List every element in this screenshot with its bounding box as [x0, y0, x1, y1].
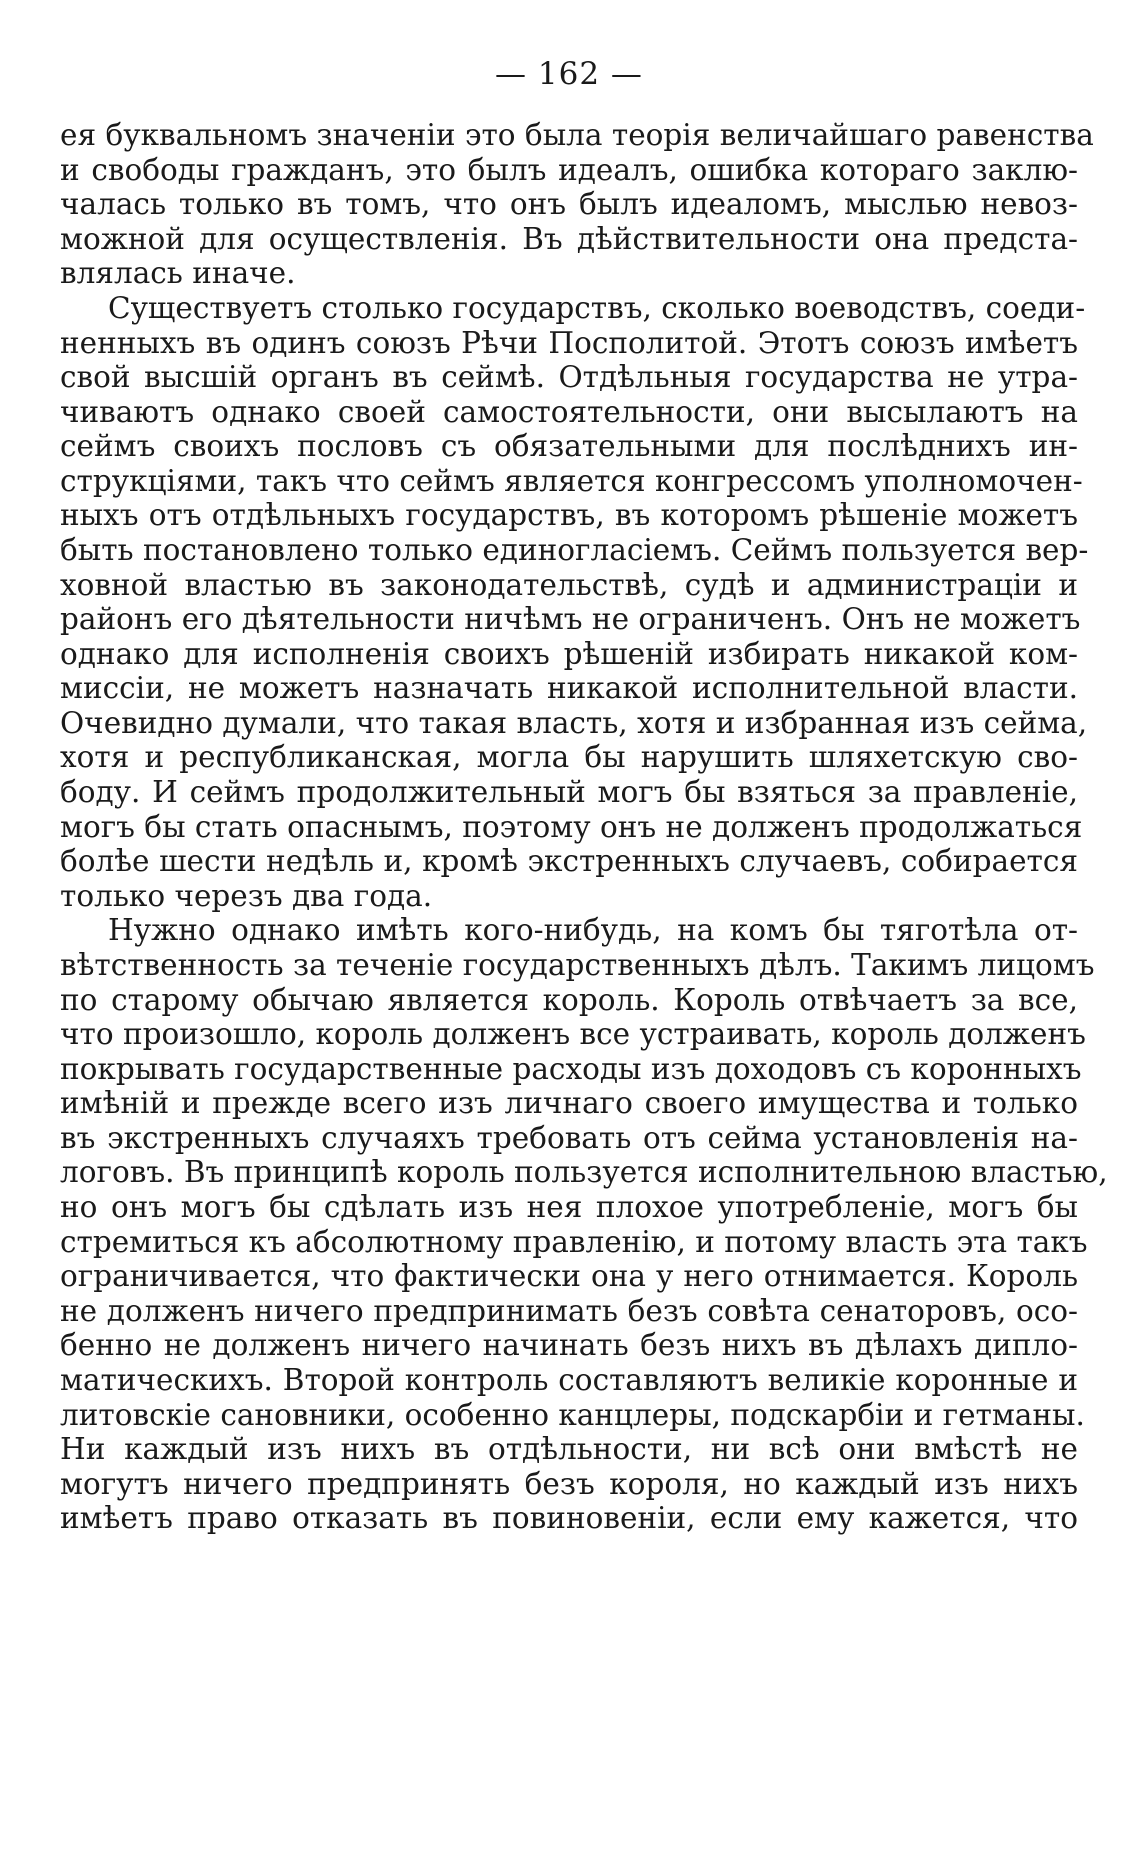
text-line: и свободы гражданъ, это былъ идеалъ, ошибка котораго заклю- — [60, 152, 1078, 187]
text-line: логовъ. Въ принципѣ король пользуется исполнительною властью, — [60, 1155, 1108, 1190]
page-number: — 162 — — [495, 56, 643, 92]
text-line: Ни каждый изъ нихъ въ отдѣльности, ни всѣ они вмѣстѣ не — [60, 1432, 1078, 1466]
text-line: стремиться къ абсолютному правленію, и потому власть эта такъ — [60, 1224, 1088, 1259]
text-line: имѣетъ право отказать въ повиновеніи, если ему кажется, что — [60, 1501, 1078, 1536]
text-line: однако для исполненія своихъ рѣшеній избирать никакой ком- — [60, 636, 1078, 671]
text-line: ховной властью въ законодательствѣ, судѣ и администраціи и — [60, 567, 1078, 602]
text-line: болѣе шести недѣль и, кромѣ экстренныхъ случаевъ, собирается — [60, 844, 1078, 879]
text-line: влялась иначе. — [60, 256, 296, 291]
text-line: быть постановлено только единогласіемъ. Сеймъ пользуется вер- — [60, 533, 1089, 567]
text-line: что произошло, король долженъ все устраивать, король долженъ — [60, 1017, 1086, 1052]
text-line: чалась только въ томъ, что онъ былъ идеаломъ, мыслью невоз- — [60, 187, 1078, 222]
text-line: вѣтственность за теченіе государственныхъ дѣлъ. Такимъ лицомъ — [60, 947, 1095, 982]
book-page — [60, 0, 1108, 1867]
text-line: струкціями, такъ что сеймъ является конгрессомъ уполномочен- — [60, 463, 1083, 498]
text-line: районъ его дѣятельности ничѣмъ не ограниченъ. Онъ не можетъ — [60, 602, 1081, 637]
text-line: свой высшій органъ въ сеймѣ. Отдѣльныя государства не утра- — [60, 360, 1078, 395]
paragraph-first-line: Нужно однако имѣть кого-нибудь, на комъ бы тяготѣла от- — [108, 913, 1078, 948]
text-line: можной для осуществленія. Въ дѣйствительности она предста- — [60, 221, 1078, 256]
text-line: миссіи, не можетъ назначать никакой исполнительной власти. — [60, 671, 1078, 706]
text-line: только черезъ два года. — [60, 878, 433, 913]
text-line: имѣній и прежде всего изъ личнаго своего имущества и только — [60, 1086, 1078, 1121]
text-line: чиваютъ однако своей самостоятельности, они высылаютъ на — [60, 394, 1078, 429]
text-line: покрывать государственные расходы изъ доходовъ съ коронныхъ — [60, 1051, 1082, 1086]
text-line: по старому обычаю является король. Король отвѣчаетъ за все, — [60, 982, 1078, 1017]
text-line: литовскіе сановники, особенно канцлеры, подскарбіи и гетманы. — [60, 1397, 1085, 1432]
text-line: сеймъ своихъ пословъ съ обязательными для послѣднихъ ин- — [60, 429, 1078, 464]
text-line: бенно не долженъ ничего начинать безъ нихъ въ дѣлахъ дипло- — [60, 1328, 1078, 1363]
paragraph-first-line: Существуетъ столько государствъ, сколько воеводствъ, соеди- — [108, 290, 1086, 325]
text-line: ныхъ отъ отдѣльныхъ государствъ, въ которомъ рѣшеніе можетъ — [60, 498, 1078, 533]
text-line: боду. И сеймъ продолжительный могъ бы взяться за правленіе, — [60, 775, 1078, 809]
text-line: могъ бы стать опаснымъ, поэтому онъ не долженъ продолжаться — [60, 809, 1083, 844]
text-line: въ экстренныхъ случаяхъ требовать отъ сейма установленія на- — [60, 1120, 1078, 1155]
text-line: но онъ могъ бы сдѣлать изъ нея плохое употребленіе, могъ бы — [60, 1190, 1078, 1224]
text-line: хотя и республиканская, могла бы нарушить шляхетскую сво- — [60, 740, 1078, 775]
text-line: ненныхъ въ одинъ союзъ Рѣчи Посполитой. Этотъ союзъ имѣетъ — [60, 325, 1078, 360]
text-line: могутъ ничего предпринять безъ короля, но каждый изъ нихъ — [60, 1466, 1078, 1501]
text-line: Очевидно думали, что такая власть, хотя и избранная изъ сейма, — [60, 705, 1088, 740]
text-line: не долженъ ничего предпринимать безъ совѣта сенаторовъ, осо- — [60, 1293, 1078, 1328]
text-line: матическихъ. Второй контроль составляютъ великіе коронные и — [60, 1362, 1078, 1397]
text-line: ея буквальномъ значеніи это была теорія величайшаго равенства — [60, 118, 1094, 152]
text-line: ограничивается, что фактически она у него отнимается. Король — [60, 1259, 1078, 1294]
